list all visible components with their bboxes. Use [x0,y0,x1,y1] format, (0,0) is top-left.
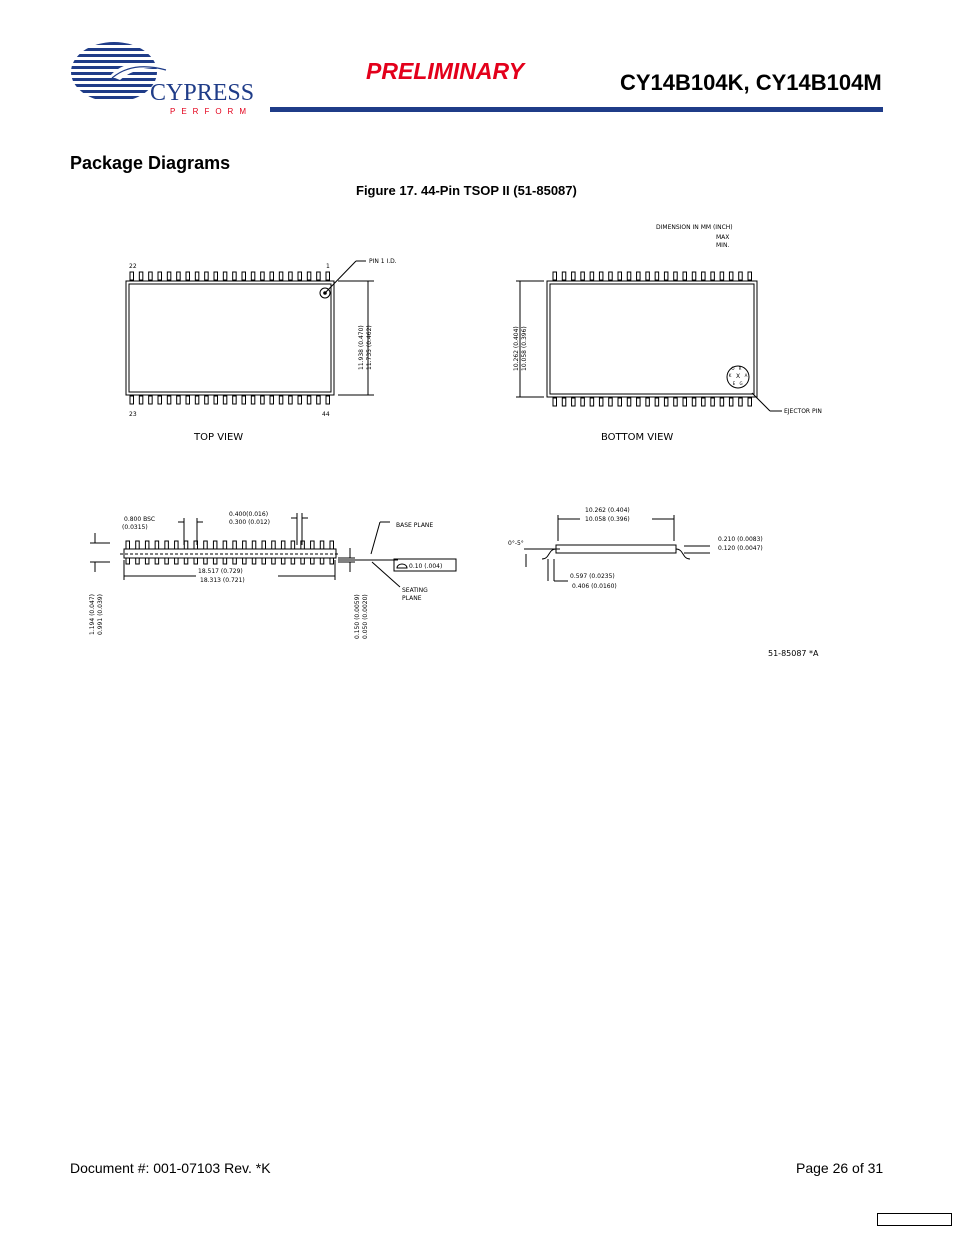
package-lead [205,396,209,404]
pitch-dim-1: 0.800 BSC [124,516,156,523]
package-lead [204,558,208,564]
package-lead [618,398,622,406]
package-lead [145,558,149,564]
part-number-title: CY14B104K, CY14B104M [620,70,882,95]
package-lead [307,396,311,404]
package-lead [674,272,678,280]
dimension-note-line1: DIMENSION IN MM (INCH) [656,224,733,231]
seating-plane-line2: PLANE [402,595,422,602]
package-lead [262,541,266,549]
side-pins-lower [126,558,334,564]
package-lead [301,541,305,549]
page-number: Page 26 of 31 [796,1160,884,1176]
package-lead [272,541,276,549]
package-lead [729,272,733,280]
mark-letter-5: X [735,373,741,380]
package-lead [149,396,153,404]
standoff-min: 0.050 (0.0020) [362,594,369,639]
package-lead [692,272,696,280]
package-lead [155,541,159,549]
package-lead [664,272,668,280]
package-lead [702,398,706,406]
end-width-max: 10.262 (0.404) [585,507,630,514]
section-title: Package Diagrams [70,153,231,173]
package-lead [213,541,217,549]
pin-label-22: 22 [129,263,137,270]
package-lead [130,396,134,404]
package-lead [289,272,293,280]
top-height-max: 11.938 (0.470) [358,325,365,370]
mark-letter-1: O [731,366,735,371]
dimension-note-line2: MAX [716,234,730,241]
package-lead [572,272,576,280]
lead-thickness-max: 0.210 (0.0083) [718,536,763,543]
length-min: 18.313 (0.721) [200,577,245,584]
lead-width-max: 0.400(0.016) [229,511,269,518]
package-lead [139,272,143,280]
package-lead [627,272,631,280]
package-lead [262,558,266,564]
lead-width-min: 0.300 (0.012) [229,519,270,526]
package-lead [243,541,247,549]
total-height-min: 0.991 (0.039) [97,594,104,635]
package-lead [664,398,668,406]
top-pins-lower [130,396,330,404]
package-lead [298,396,302,404]
mark-letter-2: R [738,366,742,371]
package-lead [326,396,330,404]
package-lead [126,558,130,564]
logo-tagline: PERFORM [170,107,252,116]
bottom-width-max: 10.262 (0.404) [513,326,520,371]
package-lead [320,541,324,549]
package-lead [186,272,190,280]
package-lead [711,272,715,280]
seating-plane-line1: SEATING [402,587,428,594]
package-lead [261,396,265,404]
lead-thickness-min: 0.120 (0.0047) [718,545,763,552]
package-lead [175,541,179,549]
package-lead [553,272,557,280]
package-lead [655,272,659,280]
package-lead [692,398,696,406]
package-lead [590,272,594,280]
ejector-pin-label: EJECTOR PIN [784,408,822,415]
package-lead [270,272,274,280]
total-height-max: 1.194 (0.047) [89,594,96,635]
package-lead [637,398,641,406]
preliminary-banner: PRELIMINARY [366,58,525,84]
package-lead [609,272,613,280]
cypress-logo [70,40,260,120]
package-lead [590,398,594,406]
bottom-view-label: BOTTOM VIEW [601,432,674,443]
package-lead [233,272,237,280]
package-lead [126,541,130,549]
package-lead [637,272,641,280]
package-lead [683,272,687,280]
package-lead [553,398,557,406]
package-lead [136,558,140,564]
top-view [126,261,374,404]
pin1-label: PIN 1 I.D. [369,258,397,265]
package-lead [270,396,274,404]
package-lead [242,396,246,404]
pitch-dim-2: (0.0315) [122,524,148,531]
package-lead [252,558,256,564]
package-lead [581,272,585,280]
package-lead [330,558,334,564]
mark-letter-7: G [739,381,743,386]
document-number: Document #: 001-07103 Rev. *K [70,1160,271,1176]
package-lead [311,541,315,549]
mark-letter-4: A [744,373,748,378]
mark-letter-3: K [728,373,732,378]
package-lead [136,541,140,549]
package-lead [291,541,295,549]
package-lead [177,396,181,404]
package-lead [627,398,631,406]
package-lead [165,558,169,564]
package-lead [158,396,162,404]
package-lead [184,541,188,549]
package-lead [618,272,622,280]
package-lead [711,398,715,406]
package-lead [298,272,302,280]
package-lead [194,558,198,564]
logo-text: CYPRESS [150,80,255,106]
bottom-view [516,272,782,411]
package-lead [139,396,143,404]
package-lead [223,396,227,404]
package-lead [281,558,285,564]
package-lead [609,398,613,406]
base-plane-label: BASE PLANE [396,522,434,529]
package-lead [195,272,199,280]
package-lead [562,272,566,280]
package-lead [214,272,218,280]
package-lead [739,272,743,280]
package-lead [279,396,283,404]
package-lead [130,272,134,280]
package-lead [214,396,218,404]
package-lead [599,272,603,280]
package-lead [251,272,255,280]
end-view [524,515,710,581]
mark-letter-6: E [732,381,736,386]
package-lead [301,558,305,564]
package-lead [748,398,752,406]
package-lead [674,398,678,406]
package-lead [145,541,149,549]
package-lead [223,558,227,564]
package-lead [646,272,650,280]
package-lead [149,272,153,280]
package-lead [646,398,650,406]
package-lead [281,541,285,549]
package-lead [155,558,159,564]
package-lead [562,398,566,406]
package-lead [289,396,293,404]
figure-caption: Figure 17. 44-Pin TSOP II (51-85087) [356,183,577,198]
lead-angle: 0°-5° [508,540,524,547]
package-lead [204,541,208,549]
package-lead [330,541,334,549]
package-lead [572,398,576,406]
package-lead [195,396,199,404]
package-lead [223,272,227,280]
drawing-number: 51-85087 *A [768,649,819,658]
package-lead [307,272,311,280]
header-rule [270,107,883,112]
package-lead [326,272,330,280]
package-lead [251,396,255,404]
pin-label-1: 1 [326,263,330,270]
package-lead [720,398,724,406]
top-pins-upper [130,272,330,280]
package-lead [655,398,659,406]
package-lead [233,558,237,564]
pin-label-23: 23 [129,411,137,418]
package-lead [252,541,256,549]
package-lead [175,558,179,564]
package-lead [205,272,209,280]
bottom-width-min: 10.058 (0.396) [521,326,528,371]
package-lead [581,398,585,406]
package-lead [272,558,276,564]
package-lead [158,272,162,280]
package-lead [311,558,315,564]
package-lead [165,541,169,549]
end-width-min: 10.058 (0.396) [585,516,630,523]
package-lead [279,272,283,280]
package-lead [233,541,237,549]
package-lead [167,272,171,280]
package-lead [167,396,171,404]
package-lead [186,396,190,404]
package-lead [317,272,321,280]
footer-box [877,1213,952,1226]
package-lead [320,558,324,564]
package-lead [683,398,687,406]
package-lead [720,272,724,280]
package-drawing [80,215,860,665]
package-lead [223,541,227,549]
package-lead [599,398,603,406]
bottom-pins-upper [553,272,752,280]
bottom-pins-lower [553,398,752,406]
standoff-max: 0.150 (0.0059) [354,594,361,639]
foot-length-max: 0.597 (0.0235) [570,573,615,580]
package-lead [233,396,237,404]
foot-length-min: 0.406 (0.0160) [572,583,617,590]
package-lead [184,558,188,564]
top-view-label: TOP VIEW [194,432,244,443]
coplanarity-value: 0.10 (.004) [409,563,443,570]
package-lead [213,558,217,564]
package-lead [242,272,246,280]
package-lead [702,272,706,280]
package-lead [317,396,321,404]
package-lead [748,272,752,280]
length-max: 18.517 (0.729) [198,568,243,575]
dimension-note-line3: MIN. [716,242,730,249]
package-lead [291,558,295,564]
pin-label-44: 44 [322,411,330,418]
top-height-min: 11.735 (0.462) [366,325,373,370]
package-lead [729,398,733,406]
package-lead [739,398,743,406]
package-lead [177,272,181,280]
package-lead [261,272,265,280]
package-lead [243,558,247,564]
